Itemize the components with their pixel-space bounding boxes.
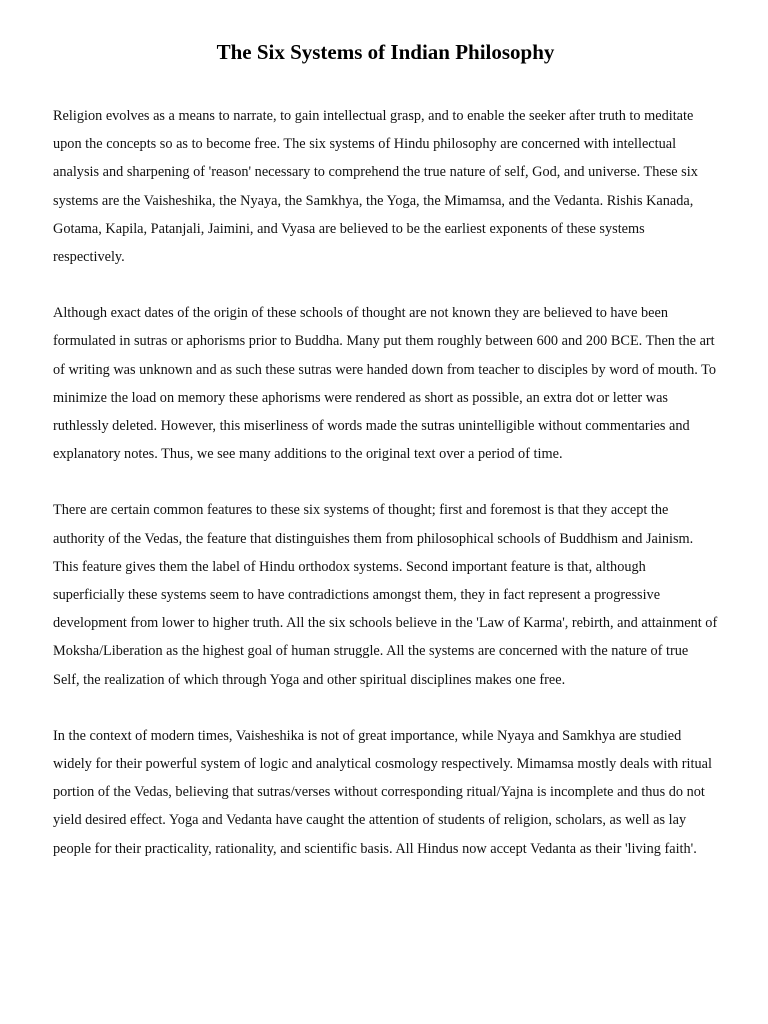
paragraph-1: Religion evolves as a means to narrate, to gain intellectual grasp, and to enable the seeker after truth to meditate upon the concepts so as to become free. The six systems of Hindu philosophy are concerned with intellectual analysis and sharpening of 'reason' necessary to comprehend the true nature of self, God, and universe. These six systems are the Vaisheshika, the Nyaya, the Samkhya, the Yoga, the Mimamsa, and the Vedanta. Rishis Kanada, Gotama, Kapila, Patanjali, Jaimini, and Vyasa are believed to be the earliest exponents of these systems respectively.	[53, 108, 698, 266]
paragraph-3: There are certain common features to these six systems of thought; first and foremost is that they accept the authority of the Vedas, the feature that distinguishes them from philosophical schools of Buddhism and Jainism. This feature gives them the label of Hindu orthodox systems. Second important feature is that, although superficially these systems seem to have contradictions amongst them, they in fact represent a progressive development from lower to higher truth. All the six schools believe in the 'Law of Karma', rebirth, and attainment of Moksha/Liberation as the highest goal of human struggle. All the systems are concerned with the nature of true Self, the realization of which through Yoga and other spiritual disciplines makes one free.	[53, 502, 718, 688]
paragraph-4: In the context of modern times, Vaisheshika is not of great importance, while Nyaya and Samkhya are studied widely for their powerful system of logic and analytical cosmology respectively. Mimamsa mostly deals with ritual portion of the Vedas, believing that sutras/verses without corresponding ritual/Yajna is incomplete and thus do not yield desired effect. Yoga and Vedanta have caught the attention of students of religion, scholars, as well as lay people for their practicality, rationality, and scientific basis. All Hindus now accept Vedanta as their 'living faith'.	[53, 727, 712, 857]
document-title: The Six Systems of Indian Philosophy	[216, 40, 555, 64]
paragraph-2: Although exact dates of the origin of these schools of thought are not known they are believed to have been formulated in sutras or aphorisms prior to Buddha. Many put them roughly between 600 and 200 BCE. Then the art of writing was unknown and as such these sutras were handed down from teacher to disciples by word of mouth. To minimize the load on memory these aphorisms were rendered as short as possible, an extra dot or letter was ruthlessly deleted. However, this miserliness of words made the sutras unintelligible without commentaries and explanatory notes. Thus, we see many additions to the original text over a period of time.	[53, 305, 716, 463]
